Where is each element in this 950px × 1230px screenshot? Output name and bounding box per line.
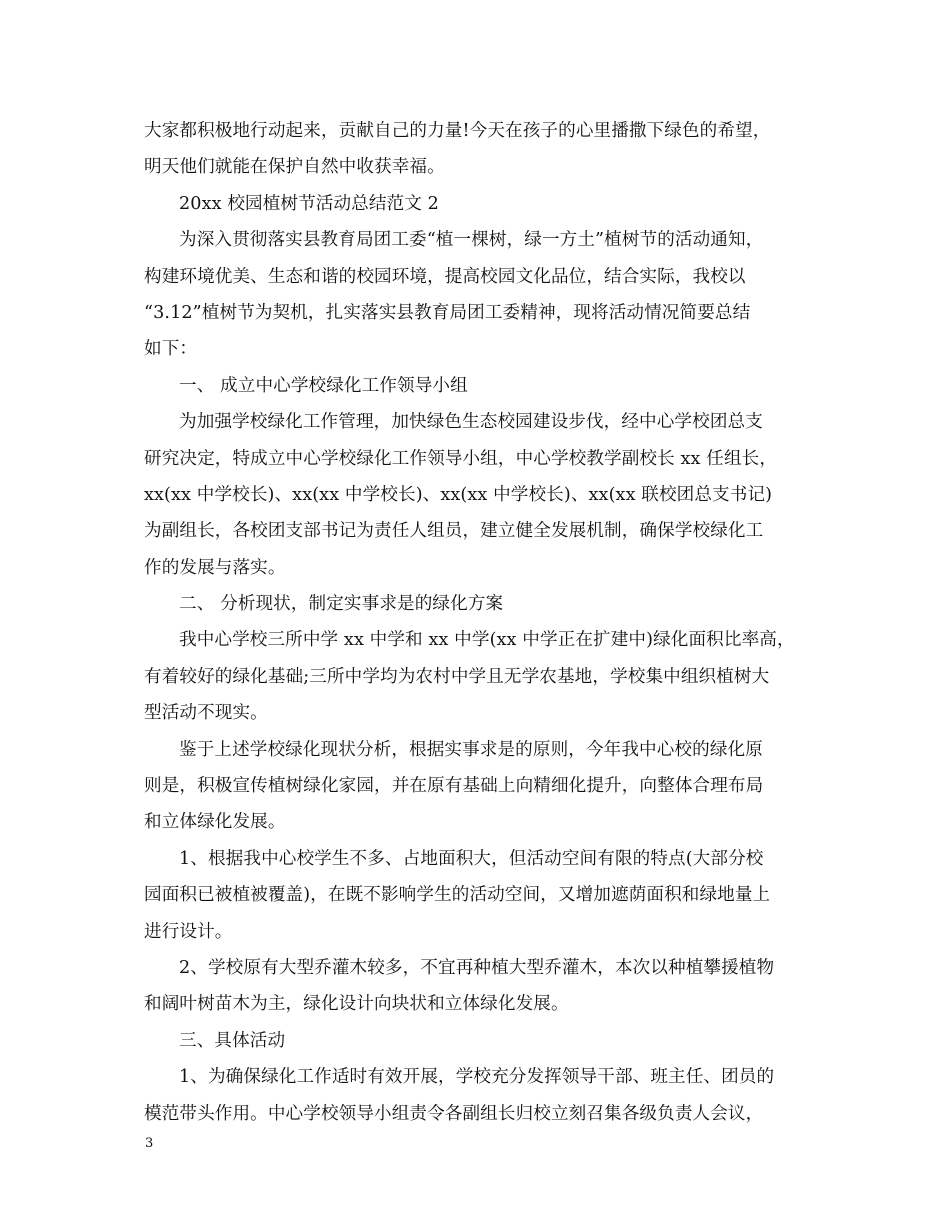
paragraph-line: 2、学校原有大型乔灌木较多，不宜再种植大型乔灌木，本次以种植攀援植物 — [179, 957, 775, 978]
paragraph-line: 研究决定，特成立中心学校绿化工作领导小组，中心学校教学副校长 xx 任组长， — [144, 448, 778, 469]
paragraph-line: 型活动不现实。 — [144, 703, 268, 724]
section-heading: 三、具体活动 — [179, 1030, 286, 1051]
paragraph-line: xx(xx 中学校长)、xx(xx 中学校长)、xx(xx 中学校长)、xx(xx 联校团总支书记) — [144, 484, 773, 505]
paragraph-line: 和立体绿化发展。 — [144, 812, 286, 833]
paragraph-line: 1、为确保绿化工作适时有效开展，学校充分发挥领导干部、班主任、团员的 — [179, 1067, 775, 1088]
section-heading: 二、 分析现状，制定实事求是的绿化方案 — [179, 594, 504, 615]
paragraph-line: 构建环境优美、生态和谐的校园环境，提高校园文化品位，结合实际，我校以 — [144, 266, 746, 287]
paragraph-line: 作的发展与落实。 — [144, 557, 286, 578]
paragraph-line: 如下： — [144, 339, 198, 360]
paragraph-line: 为深入贯彻落实县教育局团工委“植一棵树，绿一方土”植树节的活动通知， — [179, 230, 764, 251]
paragraph-line: 鉴于上述学校绿化现状分析，根据实事求是的原则，今年我中心校的绿化原 — [179, 739, 763, 760]
paragraph-line: 和阔叶树苗木为主，绿化设计向块状和立体绿化发展。 — [144, 994, 569, 1015]
paragraph-line: “3.12”植树节为契机，扎实落实县教育局团工委精神，现将活动情况简要总结 — [144, 302, 751, 323]
section-title: 20xx 校园植树节活动总结范文 2 — [179, 193, 439, 214]
paragraph-line: 明天他们就能在保护自然中收获幸福。 — [144, 157, 445, 178]
page-number: 3 — [145, 1136, 154, 1151]
paragraph-line: 有着较好的绿化基础;三所中学均为农村中学且无学农基地，学校集中组织植树大 — [144, 666, 770, 687]
paragraph-line: 为副组长，各校团支部书记为责任人组员，建立健全发展机制，确保学校绿化工 — [144, 521, 764, 542]
paragraph-line: 大家都积极地行动起来，贡献自己的力量!今天在孩子的心里播撒下绿色的希望， — [144, 121, 771, 141]
paragraph-line: 我中心学校三所中学 xx 中学和 xx 中学(xx 中学正在扩建中)绿化面积比率高， — [179, 630, 795, 651]
paragraph-line: 园面积已被植被覆盖)，在既不影响学生的活动空间，又增加遮荫面积和绿地量上 — [144, 885, 771, 906]
paragraph-line: 进行设计。 — [144, 921, 233, 942]
document-body — [144, 113, 809, 1132]
paragraph-line: 模范带头作用。中心学校领导小组责令各副组长归校立刻召集各级负责人会议， — [144, 1103, 764, 1124]
paragraph-line: 1、根据我中心校学生不多、占地面积大，但活动空间有限的特点(大部分校 — [179, 848, 764, 869]
paragraph-line: 则是，积极宣传植树绿化家园，并在原有基础上向精细化提升，向整体合理布局 — [144, 776, 764, 797]
section-heading: 一、 成立中心学校绿化工作领导小组 — [179, 375, 468, 396]
paragraph-line: 为加强学校绿化工作管理，加快绿色生态校园建设步伐，经中心学校团总支 — [179, 412, 763, 433]
